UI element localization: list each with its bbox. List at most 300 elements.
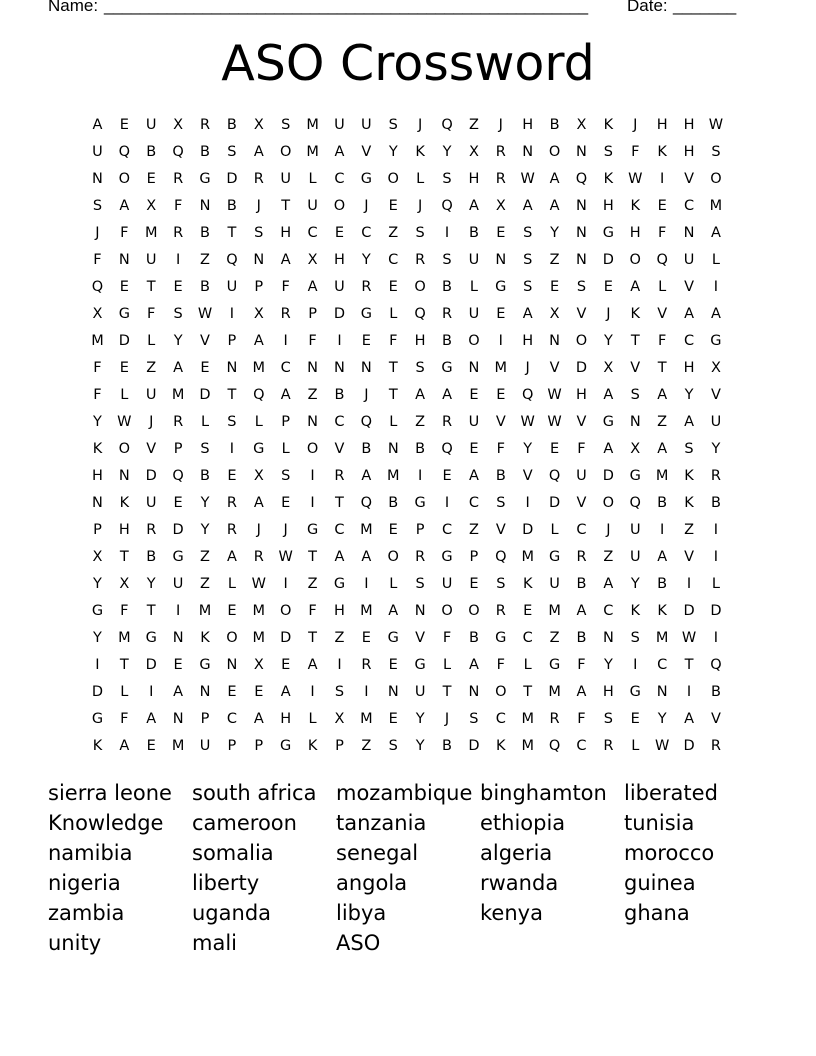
grid-letter: M: [252, 359, 266, 376]
word-list-item: cameroon: [192, 811, 297, 835]
grid-letter: E: [388, 521, 398, 538]
grid-letter: Y: [550, 224, 560, 241]
grid-letter: F: [93, 359, 102, 376]
grid-letter: I: [660, 521, 665, 538]
grid-letter: O: [468, 332, 480, 349]
grid-letter: B: [495, 467, 506, 484]
grid-letter: A: [630, 278, 641, 295]
grid-letter: M: [171, 737, 185, 754]
grid-letter: H: [280, 224, 292, 241]
grid-letter: S: [523, 251, 533, 268]
grid-letter: L: [442, 656, 452, 673]
grid-letter: E: [119, 359, 129, 376]
grid-letter: Z: [549, 629, 560, 646]
grid-letter: Q: [548, 737, 561, 754]
grid-letter: M: [521, 710, 534, 727]
grid-letter: E: [550, 278, 560, 295]
grid-letter: Q: [172, 467, 184, 484]
grid-letter: E: [227, 683, 237, 700]
grid-letter: G: [306, 521, 319, 538]
grid-letter: O: [118, 170, 131, 187]
grid-letter: U: [468, 413, 480, 430]
grid-letter: A: [361, 548, 372, 565]
grid-letter: V: [576, 305, 587, 322]
grid-letter: O: [710, 170, 722, 187]
grid-letter: E: [119, 116, 129, 133]
grid-letter: S: [173, 305, 183, 322]
grid-letter: M: [655, 629, 669, 646]
grid-letter: Y: [93, 413, 102, 430]
grid-letter: L: [120, 386, 129, 403]
word-list-item: namibia: [48, 841, 133, 865]
grid-letter: W: [547, 386, 562, 403]
grid-letter: A: [226, 548, 237, 565]
grid-letter: W: [520, 170, 535, 187]
grid-letter: R: [495, 602, 506, 619]
grid-letter: S: [254, 224, 264, 241]
grid-letter: N: [576, 197, 587, 214]
grid-letter: C: [522, 629, 533, 646]
grid-letter: X: [92, 548, 103, 565]
grid-letter: S: [523, 224, 533, 241]
grid-letter: X: [549, 305, 560, 322]
grid-letter: A: [280, 251, 291, 268]
grid-letter: U: [145, 494, 157, 511]
grid-letter: E: [657, 197, 667, 214]
grid-letter: F: [93, 251, 102, 268]
grid-letter: E: [173, 494, 183, 511]
grid-letter: A: [388, 602, 399, 619]
grid-letter: F: [173, 197, 183, 214]
grid-letter: M: [548, 683, 561, 700]
grid-letter: L: [711, 575, 720, 592]
grid-letter: G: [172, 548, 184, 565]
grid-letter: W: [278, 548, 293, 565]
grid-letter: X: [468, 143, 479, 160]
grid-letter: B: [576, 575, 587, 592]
grid-letter: S: [415, 224, 425, 241]
grid-letter: L: [389, 305, 398, 322]
grid-letter: A: [253, 710, 264, 727]
grid-letter: E: [523, 602, 533, 619]
grid-letter: R: [146, 521, 157, 538]
grid-letter: B: [442, 278, 452, 295]
grid-letter: F: [577, 440, 586, 457]
grid-letter: N: [522, 143, 534, 160]
grid-letter: S: [603, 143, 613, 160]
grid-letter: L: [389, 413, 398, 430]
grid-letter: E: [442, 467, 452, 484]
grid-letter: E: [361, 332, 371, 349]
name-blank-line: ______________________________________________________: [104, 0, 588, 15]
grid-letter: C: [657, 656, 668, 673]
grid-letter: G: [495, 278, 507, 295]
grid-letter: M: [118, 629, 131, 646]
grid-letter: U: [172, 575, 184, 592]
grid-letter: N: [495, 251, 507, 268]
grid-letter: I: [310, 467, 315, 484]
grid-letter: J: [606, 305, 611, 322]
grid-letter: O: [602, 494, 615, 511]
grid-letter: U: [441, 575, 453, 592]
grid-letter: U: [629, 548, 641, 565]
grid-letter: O: [575, 332, 588, 349]
grid-letter: K: [200, 629, 210, 646]
grid-letter: R: [495, 170, 506, 187]
grid-letter: N: [549, 332, 561, 349]
grid-letter: N: [576, 251, 587, 268]
grid-letter: N: [414, 602, 426, 619]
grid-letter: E: [281, 656, 291, 673]
grid-letter: Y: [711, 440, 721, 457]
grid-letter: F: [93, 386, 102, 403]
grid-letter: Z: [361, 737, 372, 754]
grid-letter: R: [495, 143, 506, 160]
grid-letter: B: [200, 143, 210, 160]
grid-letter: K: [496, 737, 506, 754]
grid-letter: A: [657, 386, 668, 403]
grid-letter: Z: [200, 251, 210, 268]
grid-letter: N: [307, 413, 318, 430]
grid-letter: D: [683, 602, 695, 619]
grid-letter: J: [283, 521, 288, 538]
grid-letter: W: [681, 629, 697, 646]
grid-letter: B: [657, 494, 668, 511]
grid-letter: A: [468, 467, 479, 484]
word-list-item: angola: [336, 871, 408, 895]
grid-letter: X: [576, 116, 587, 133]
grid-letter: N: [387, 440, 399, 457]
grid-letter: I: [229, 305, 235, 322]
grid-letter: M: [306, 116, 319, 133]
grid-letter: I: [713, 278, 719, 295]
grid-letter: O: [468, 602, 480, 619]
grid-letter: U: [576, 467, 587, 484]
grid-letter: E: [200, 359, 210, 376]
grid-letter: B: [200, 278, 210, 295]
grid-letter: Z: [549, 251, 560, 268]
grid-letter: S: [388, 737, 398, 754]
grid-letter: J: [364, 386, 369, 403]
grid-letter: N: [172, 629, 184, 646]
word-list-item: unity: [48, 931, 102, 955]
grid-letter: Q: [118, 143, 131, 160]
grid-letter: P: [254, 278, 264, 295]
grid-letter: N: [468, 683, 480, 700]
grid-letter: L: [120, 683, 129, 700]
grid-letter: Z: [415, 413, 426, 430]
grid-letter: D: [145, 656, 157, 673]
grid-letter: D: [602, 467, 614, 484]
grid-letter: A: [710, 224, 721, 241]
grid-letter: P: [227, 332, 237, 349]
grid-letter: K: [657, 143, 667, 160]
grid-letter: X: [146, 197, 157, 214]
grid-letter: E: [227, 467, 237, 484]
grid-letter: U: [549, 575, 560, 592]
grid-letter: T: [523, 683, 533, 700]
grid-letter: Z: [468, 116, 479, 133]
grid-letter: Q: [575, 170, 588, 187]
grid-letter: J: [417, 197, 423, 214]
grid-letter: N: [253, 251, 265, 268]
grid-letter: U: [307, 197, 318, 214]
grid-letter: H: [522, 332, 534, 349]
grid-letter: Q: [441, 116, 453, 133]
grid-letter: I: [686, 683, 692, 700]
grid-letter: M: [144, 224, 158, 241]
grid-letter: B: [657, 575, 668, 592]
grid-letter: Q: [548, 467, 561, 484]
grid-letter: B: [710, 683, 721, 700]
grid-letter: M: [198, 602, 212, 619]
grid-letter: F: [496, 440, 505, 457]
grid-letter: L: [254, 413, 263, 430]
grid-letter: K: [603, 116, 614, 133]
grid-letter: D: [280, 629, 292, 646]
grid-letter: E: [469, 386, 479, 403]
grid-letter: Z: [684, 521, 694, 538]
grid-letter: E: [388, 710, 398, 727]
grid-letter: F: [120, 602, 129, 619]
grid-letter: U: [361, 116, 372, 133]
grid-letter: H: [683, 359, 695, 376]
grid-letter: Z: [307, 575, 318, 592]
grid-letter: I: [175, 602, 181, 619]
grid-letter: J: [256, 521, 261, 538]
grid-letter: F: [120, 710, 129, 727]
grid-letter: I: [713, 548, 719, 565]
grid-letter: R: [415, 251, 426, 268]
grid-letter: D: [172, 521, 184, 538]
word-list-item: mozambique: [336, 781, 473, 805]
grid-letter: F: [657, 332, 667, 349]
grid-letter: F: [496, 656, 505, 673]
grid-letter: F: [147, 305, 156, 322]
grid-letter: H: [656, 116, 668, 133]
grid-letter: G: [387, 629, 399, 646]
word-list-item: guinea: [624, 871, 696, 895]
grid-letter: V: [710, 386, 721, 403]
grid-letter: A: [173, 683, 184, 700]
grid-letter: N: [360, 359, 372, 376]
grid-letter: G: [91, 602, 104, 619]
grid-letter: E: [254, 683, 264, 700]
grid-letter: Y: [415, 737, 425, 754]
grid-letter: Q: [656, 251, 668, 268]
grid-letter: O: [414, 278, 426, 295]
page-title: ASO Crossword: [221, 35, 595, 92]
grid-letter: F: [657, 224, 667, 241]
grid-letter: S: [227, 413, 237, 430]
grid-letter: C: [683, 332, 695, 349]
grid-letter: R: [226, 494, 237, 511]
grid-letter: Q: [710, 656, 722, 673]
grid-letter: F: [308, 332, 317, 349]
word-list-item: libya: [336, 901, 387, 925]
grid-letter: U: [468, 305, 480, 322]
grid-letter: L: [631, 737, 640, 754]
grid-letter: K: [630, 602, 641, 619]
grid-letter: A: [361, 467, 372, 484]
grid-letter: E: [146, 737, 156, 754]
grid-letter: I: [310, 494, 315, 511]
grid-letter: I: [498, 332, 503, 349]
grid-letter: W: [547, 413, 562, 430]
grid-letter: U: [145, 251, 157, 268]
grid-letter: N: [576, 143, 587, 160]
grid-letter: R: [441, 413, 453, 430]
grid-letter: Y: [415, 710, 425, 727]
grid-letter: T: [630, 332, 640, 349]
grid-letter: Q: [172, 143, 184, 160]
grid-letter: Y: [146, 575, 156, 592]
grid-letter: E: [227, 602, 237, 619]
grid-letter: G: [91, 710, 104, 727]
letter-grid: [84, 111, 729, 759]
word-list-item: rwanda: [480, 871, 559, 895]
grid-letter: D: [522, 521, 534, 538]
word-list-item: Knowledge: [48, 811, 164, 835]
grid-letter: M: [360, 710, 373, 727]
grid-letter: S: [496, 494, 506, 511]
grid-letter: O: [387, 170, 399, 187]
grid-letter: Y: [388, 143, 398, 160]
grid-letter: X: [495, 197, 506, 214]
grid-letter: Q: [360, 413, 373, 430]
grid-letter: G: [414, 494, 426, 511]
grid-letter: T: [684, 656, 694, 673]
grid-letter: G: [495, 629, 507, 646]
grid-letter: Y: [657, 710, 667, 727]
word-list-item: ghana: [624, 901, 690, 925]
grid-letter: D: [118, 332, 130, 349]
grid-letter: T: [308, 629, 317, 646]
grid-letter: N: [92, 494, 103, 511]
header-line: [48, 0, 748, 20]
grid-letter: M: [709, 197, 723, 214]
grid-letter: N: [226, 359, 238, 376]
grid-letter: T: [308, 548, 317, 565]
grid-letter: J: [633, 116, 638, 133]
grid-letter: P: [415, 521, 425, 538]
grid-letter: C: [226, 710, 237, 727]
grid-letter: K: [415, 143, 425, 160]
grid-letter: C: [334, 413, 345, 430]
grid-letter: R: [710, 467, 721, 484]
grid-letter: K: [630, 305, 641, 322]
grid-letter: R: [441, 305, 453, 322]
grid-letter: S: [442, 251, 452, 268]
grid-letter: B: [361, 440, 372, 457]
grid-letter: L: [550, 521, 559, 538]
grid-letter: L: [308, 710, 317, 727]
grid-letter: G: [199, 656, 211, 673]
grid-letter: Z: [200, 548, 210, 565]
grid-letter: I: [660, 170, 665, 187]
grid-letter: B: [549, 116, 560, 133]
grid-letter: X: [173, 116, 184, 133]
grid-letter: Y: [200, 494, 210, 511]
grid-letter: Y: [603, 656, 613, 673]
grid-letter: S: [92, 197, 103, 214]
grid-letter: X: [630, 440, 641, 457]
grid-letter: T: [657, 359, 667, 376]
grid-letter: V: [522, 467, 533, 484]
grid-letter: X: [307, 251, 318, 268]
word-list: [48, 778, 768, 958]
grid-letter: A: [92, 116, 103, 133]
grid-letter: R: [710, 737, 721, 754]
grid-letter: I: [283, 575, 288, 592]
grid-letter: R: [415, 548, 426, 565]
grid-letter: C: [603, 602, 614, 619]
word-list-item: morocco: [624, 841, 715, 865]
grid-letter: N: [468, 359, 480, 376]
grid-letter: P: [308, 305, 317, 322]
grid-letter: P: [173, 440, 183, 457]
grid-letter: Y: [173, 332, 183, 349]
grid-letter: V: [146, 440, 157, 457]
grid-letter: M: [386, 467, 400, 484]
grid-letter: M: [360, 602, 373, 619]
grid-letter: W: [520, 413, 535, 430]
grid-letter: I: [686, 575, 692, 592]
grid-letter: Y: [93, 575, 102, 592]
grid-letter: A: [468, 197, 479, 214]
grid-letter: A: [280, 386, 291, 403]
grid-letter: U: [199, 737, 211, 754]
grid-letter: K: [630, 197, 641, 214]
grid-letter: V: [710, 710, 721, 727]
grid-letter: M: [171, 386, 185, 403]
grid-letter: S: [630, 629, 640, 646]
grid-letter: L: [469, 278, 478, 295]
date-blank-line: _______: [673, 0, 736, 15]
grid-letter: Z: [334, 629, 345, 646]
grid-letter: A: [522, 305, 533, 322]
grid-letter: Y: [603, 332, 613, 349]
grid-letter: M: [360, 521, 373, 538]
grid-letter: I: [337, 656, 342, 673]
grid-letter: R: [173, 413, 184, 430]
grid-letter: I: [713, 521, 719, 538]
grid-letter: N: [576, 224, 587, 241]
grid-letter: G: [145, 629, 157, 646]
grid-letter: X: [710, 359, 721, 376]
grid-letter: R: [173, 170, 184, 187]
grid-letter: V: [684, 278, 694, 295]
grid-letter: X: [334, 710, 345, 727]
grid-letter: N: [118, 467, 130, 484]
grid-letter: R: [253, 548, 264, 565]
grid-letter: C: [683, 197, 695, 214]
grid-letter: I: [444, 494, 450, 511]
grid-letter: O: [306, 440, 319, 457]
word-list-item: somalia: [192, 841, 274, 865]
grid-letter: N: [118, 251, 130, 268]
grid-letter: S: [415, 359, 425, 376]
grid-letter: I: [95, 656, 100, 673]
grid-letter: S: [496, 575, 506, 592]
grid-letter: Q: [495, 548, 507, 565]
grid-letter: O: [629, 251, 641, 268]
grid-letter: P: [469, 548, 479, 565]
grid-letter: I: [633, 656, 638, 673]
grid-letter: A: [468, 656, 479, 673]
grid-letter: D: [602, 251, 614, 268]
grid-letter: E: [603, 278, 613, 295]
